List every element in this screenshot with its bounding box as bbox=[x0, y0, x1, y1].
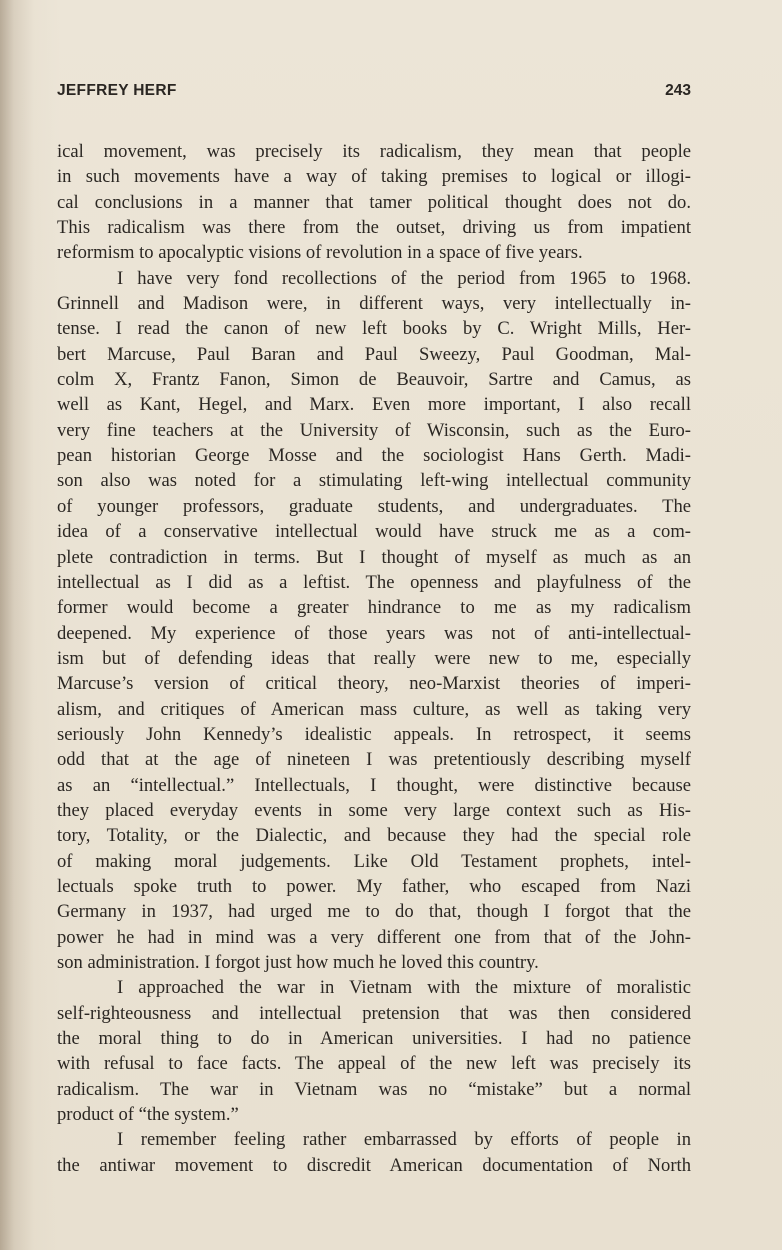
text-line: tory, Totality, or the Dialectic, and because they had the special role bbox=[57, 825, 691, 847]
text-line: seriously John Kennedy’s idealistic appeals. In retrospect, it seems bbox=[57, 723, 691, 745]
text-line: former would become a greater hindrance to me as my radicalism bbox=[57, 597, 691, 619]
text-line: ism but of defending ideas that really were new to me, especially bbox=[57, 647, 691, 669]
body-text bbox=[57, 139, 691, 1178]
text-line: bert Marcuse, Paul Baran and Paul Sweezy, Paul Goodman, Mal- bbox=[57, 343, 691, 365]
text-line: odd that at the age of nineteen I was pretentiously describing myself bbox=[57, 749, 691, 771]
text-line: the antiwar movement to discredit American documentation of North bbox=[57, 1154, 691, 1176]
text-line: self-righteousness and intellectual pretension that was then considered bbox=[57, 1002, 691, 1024]
text-line: power he had in mind was a very different one from that of the John- bbox=[57, 926, 691, 948]
text-line: Germany in 1937, had urged me to do that, though I forgot that the bbox=[57, 901, 691, 923]
text-line: This radicalism was there from the outset, driving us from impatient bbox=[57, 217, 691, 239]
text-line: pean historian George Mosse and the sociologist Hans Gerth. Madi- bbox=[57, 445, 691, 467]
text-line: well as Kant, Hegel, and Marx. Even more important, I also recall bbox=[57, 394, 691, 416]
text-line: the moral thing to do in American universities. I had no patience bbox=[57, 1028, 691, 1050]
text-line: colm X, Frantz Fanon, Simon de Beauvoir, Sartre and Camus, as bbox=[57, 369, 691, 391]
text-line: very fine teachers at the University of Wisconsin, such as the Euro- bbox=[57, 419, 691, 441]
text-line: son also was noted for a stimulating left-wing intellectual community bbox=[57, 470, 691, 492]
text-line: alism, and critiques of American mass culture, as well as taking very bbox=[57, 698, 691, 720]
text-line: ical movement, was precisely its radicalism, they mean that people bbox=[57, 141, 691, 162]
text-line: of younger professors, graduate students, and undergraduates. The bbox=[57, 495, 691, 517]
text-line: in such movements have a way of taking premises to logical or illogi- bbox=[57, 166, 691, 188]
text-line: I remember feeling rather embarrassed by efforts of people in bbox=[117, 1129, 691, 1151]
page-number: 243 bbox=[665, 82, 691, 99]
running-head: JEFFREY HERF bbox=[57, 82, 177, 99]
text-line: intellectual as I did as a leftist. The openness and playfulness of the bbox=[57, 571, 691, 593]
text-line: as an “intellectual.” Intellectuals, I thought, were distinctive because bbox=[57, 774, 691, 796]
text-line: I have very fond recollections of the period from 1965 to 1968. bbox=[117, 267, 691, 289]
text-line: deepened. My experience of those years was not of anti-intellectual- bbox=[57, 622, 691, 644]
text-line: idea of a conservative intellectual would have struck me as a com- bbox=[57, 521, 691, 543]
text-line: of making moral judgements. Like Old Testament prophets, intel- bbox=[57, 850, 691, 872]
text-line: I approached the war in Vietnam with the mixture of moralistic bbox=[117, 977, 691, 999]
text-line: plete contradiction in terms. But I thought of myself as much as an bbox=[57, 546, 691, 568]
text-line: tense. I read the canon of new left books by C. Wright Mills, Her- bbox=[57, 318, 691, 340]
text-line: they placed everyday events in some very large context such as His- bbox=[57, 799, 691, 821]
text-line: Marcuse’s version of critical theory, neo-Marxist theories of imperi- bbox=[57, 673, 691, 695]
page-header bbox=[57, 82, 691, 106]
text-line: with refusal to face facts. The appeal of the new left was precisely its bbox=[57, 1053, 691, 1075]
text-line: cal conclusions in a manner that tamer political thought does not do. bbox=[57, 191, 691, 213]
text-line: product of “the system.” bbox=[57, 1104, 239, 1126]
text-line: lectuals spoke truth to power. My father, who escaped from Nazi bbox=[57, 875, 691, 897]
text-line: radicalism. The war in Vietnam was no “mistake” but a normal bbox=[57, 1078, 691, 1100]
text-line: reformism to apocalyptic visions of revolution in a space of five years. bbox=[57, 242, 583, 264]
text-line: Grinnell and Madison were, in different ways, very intellectually in- bbox=[57, 293, 691, 315]
text-line: son administration. I forgot just how much he loved this country. bbox=[57, 952, 539, 973]
